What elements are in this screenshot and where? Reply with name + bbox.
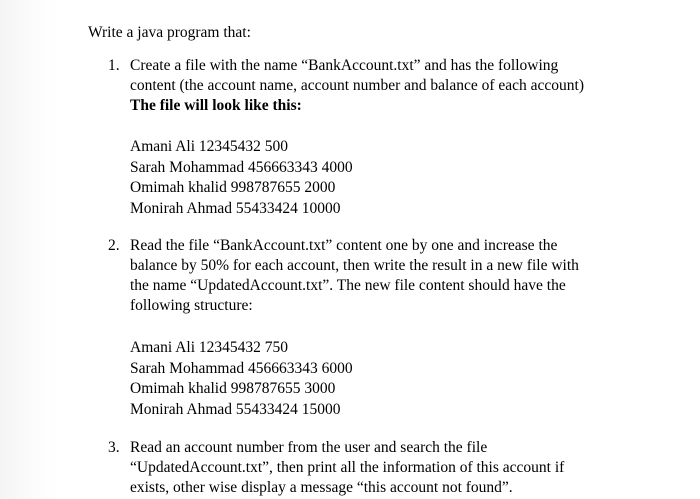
item-line: Create a file with the name “BankAccount.txt” and has the following bbox=[130, 57, 559, 74]
record-line: Amani Ali 12345432 750 bbox=[130, 339, 289, 356]
updated-records bbox=[130, 338, 353, 420]
original-records bbox=[130, 137, 353, 219]
item-number: 2. bbox=[108, 237, 120, 254]
item-line: Read the file “BankAccount.txt” content one by one and increase the bbox=[130, 237, 558, 254]
item-text bbox=[130, 56, 630, 116]
record-line: Monirah Ahmad 55433424 10000 bbox=[130, 199, 341, 217]
item-text bbox=[130, 236, 630, 316]
item-line: Read an account number from the user and search the file bbox=[130, 439, 488, 456]
record-line: Omimah khalid 998787655 3000 bbox=[130, 380, 336, 397]
intro-text: Write a java program that: bbox=[88, 24, 251, 41]
item-line: following structure: bbox=[130, 297, 253, 314]
record-line: Sarah Mohammad 456663343 4000 bbox=[130, 158, 353, 176]
record-line: Amani Ali 12345432 500 bbox=[130, 138, 289, 155]
item-line: balance by 50% for each account, then write the result in a new file with bbox=[130, 257, 579, 274]
item-line: the name “UpdatedAccount.txt”. The new file content should have the bbox=[130, 277, 566, 294]
item-line: exists, other wise display a message “this account not found”. bbox=[130, 479, 513, 496]
record-line: Monirah Ahmad 55433424 15000 bbox=[130, 400, 341, 418]
item-number: 3. bbox=[108, 439, 120, 456]
record-line: Sarah Mohammad 456663343 6000 bbox=[130, 359, 353, 377]
item-number: 1. bbox=[108, 57, 120, 74]
record-line: Omimah khalid 998787655 2000 bbox=[130, 179, 336, 196]
item-line: content (the account name, account number and balance of each account) bbox=[130, 77, 585, 94]
item-bold-line: The file will look like this: bbox=[130, 97, 302, 114]
item-line: “UpdatedAccount.txt”, then print all the information of this account if bbox=[130, 459, 565, 476]
item-text bbox=[130, 438, 630, 498]
